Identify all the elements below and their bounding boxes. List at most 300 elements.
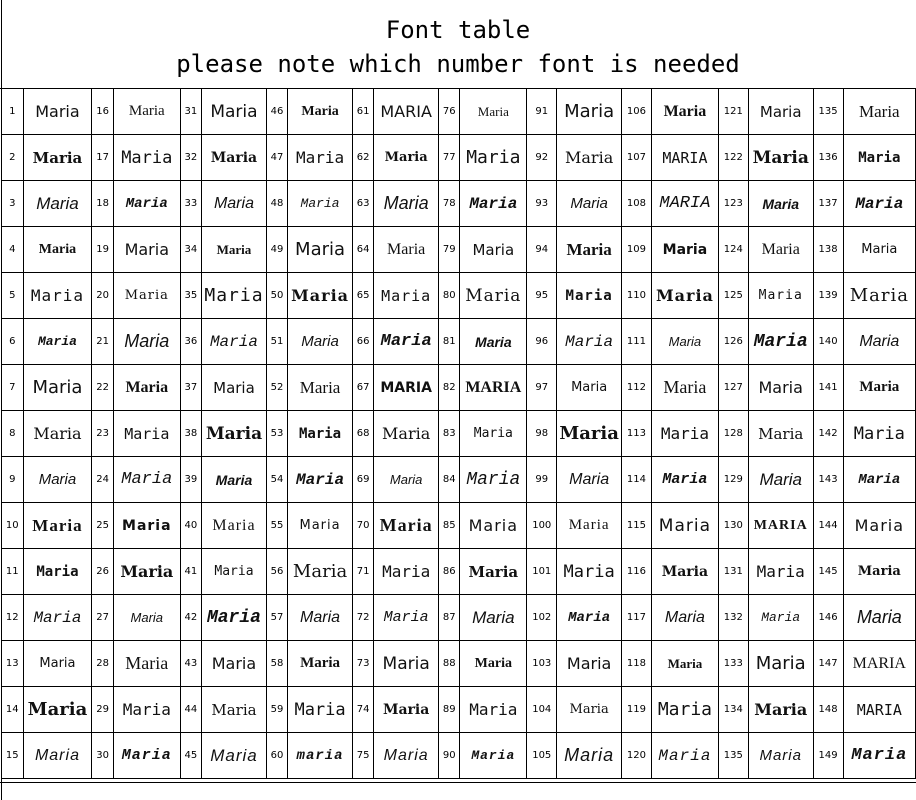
font-number: 27 (92, 595, 114, 641)
page-title: Font table (385, 16, 531, 44)
font-number: 116 (621, 549, 651, 595)
font-number: 35 (180, 273, 202, 319)
font-sample: Maria (557, 549, 622, 595)
font-sample: Maria (460, 733, 527, 779)
font-sample: Maria (202, 181, 267, 227)
font-sample: Maria (652, 503, 719, 549)
title-block (0, 0, 916, 89)
font-sample: Maria (374, 595, 439, 641)
font-number: 147 (813, 641, 843, 687)
font-sample: Maria (748, 641, 813, 687)
font-number: 118 (621, 641, 651, 687)
font-sample: Maria (374, 319, 439, 365)
font-sample: Maria (113, 411, 180, 457)
font-number: 15 (2, 733, 24, 779)
font-number: 105 (527, 733, 557, 779)
font-number: 11 (2, 549, 24, 595)
font-number: 12 (2, 595, 24, 641)
font-number: 29 (92, 687, 114, 733)
font-number: 117 (621, 595, 651, 641)
font-sample: Maria (843, 503, 915, 549)
font-sample: Maria (23, 687, 92, 733)
font-sample: Maria (202, 411, 267, 457)
font-sample: Maria (374, 181, 439, 227)
font-number: 84 (438, 457, 460, 503)
table-row (2, 181, 916, 227)
font-number: 123 (718, 181, 748, 227)
font-sample: Maria (288, 181, 353, 227)
font-sample: Maria (23, 733, 92, 779)
table-row (2, 89, 916, 135)
font-number: 128 (718, 411, 748, 457)
font-sample: Maria (202, 595, 267, 641)
font-number: 141 (813, 365, 843, 411)
font-sample: Maria (460, 503, 527, 549)
font-number: 142 (813, 411, 843, 457)
font-sample: Maria (748, 365, 813, 411)
table-row (2, 687, 916, 733)
font-sample: Maria (748, 687, 813, 733)
font-number: 114 (621, 457, 651, 503)
font-number: 28 (92, 641, 114, 687)
table-row (2, 273, 916, 319)
font-number: 58 (266, 641, 288, 687)
font-sample: Maria (843, 365, 915, 411)
font-sample: MARIA (374, 89, 439, 135)
font-sample: Maria (748, 227, 813, 273)
font-number: 31 (180, 89, 202, 135)
font-sample: Maria (652, 89, 719, 135)
font-number: 34 (180, 227, 202, 273)
font-number: 89 (438, 687, 460, 733)
font-sample: Maria (288, 89, 353, 135)
font-sample: Maria (288, 457, 353, 503)
font-sample: Maria (843, 733, 915, 779)
font-sample: Maria (202, 319, 267, 365)
font-sample: Maria (113, 181, 180, 227)
font-sample: Maria (23, 411, 92, 457)
font-sample: Maria (652, 273, 719, 319)
font-sample: maria (288, 733, 353, 779)
font-sample: Maria (460, 595, 527, 641)
font-number: 139 (813, 273, 843, 319)
font-number: 57 (266, 595, 288, 641)
font-sample: Maria (748, 595, 813, 641)
font-sample: MARIA (843, 641, 915, 687)
font-sample: Maria (288, 227, 353, 273)
font-number: 66 (352, 319, 374, 365)
font-number: 143 (813, 457, 843, 503)
font-number: 98 (527, 411, 557, 457)
font-number: 101 (527, 549, 557, 595)
font-sample: Maria (113, 319, 180, 365)
font-number: 76 (438, 89, 460, 135)
font-number: 14 (2, 687, 24, 733)
font-number: 136 (813, 135, 843, 181)
font-number: 140 (813, 319, 843, 365)
font-table-body (2, 89, 916, 779)
font-number: 106 (621, 89, 651, 135)
font-sample: Maria (460, 687, 527, 733)
font-sample: Maria (288, 641, 353, 687)
font-sample: MARIA (460, 365, 527, 411)
font-number: 82 (438, 365, 460, 411)
font-number: 53 (266, 411, 288, 457)
font-sample: Maria (202, 273, 267, 319)
font-number: 107 (621, 135, 651, 181)
font-sample: Maria (557, 503, 622, 549)
font-sample: Maria (557, 411, 622, 457)
font-number: 125 (718, 273, 748, 319)
font-sample: Maria (23, 319, 92, 365)
font-sample: Maria (460, 457, 527, 503)
font-table (1, 88, 916, 779)
font-number: 23 (92, 411, 114, 457)
font-number: 93 (527, 181, 557, 227)
font-sample: Maria (557, 687, 622, 733)
font-number: 51 (266, 319, 288, 365)
font-sample: Maria (374, 411, 439, 457)
font-sample: Maria (460, 273, 527, 319)
font-number: 33 (180, 181, 202, 227)
font-sample: Maria (557, 595, 622, 641)
font-number: 102 (527, 595, 557, 641)
font-number: 25 (92, 503, 114, 549)
font-number: 115 (621, 503, 651, 549)
font-sample: Maria (202, 135, 267, 181)
font-sample: Maria (202, 365, 267, 411)
font-sample: Maria (652, 319, 719, 365)
font-number: 87 (438, 595, 460, 641)
font-number: 145 (813, 549, 843, 595)
font-sample: Maria (460, 641, 527, 687)
font-sample: Maria (748, 135, 813, 181)
table-row (2, 319, 916, 365)
font-sample: Maria (23, 457, 92, 503)
font-number: 2 (2, 135, 24, 181)
font-number: 44 (180, 687, 202, 733)
font-sample: Maria (652, 411, 719, 457)
font-number: 70 (352, 503, 374, 549)
font-number: 122 (718, 135, 748, 181)
font-number: 80 (438, 273, 460, 319)
font-sample: Maria (23, 181, 92, 227)
font-sample: Maria (843, 457, 915, 503)
font-number: 18 (92, 181, 114, 227)
font-sample: Maria (23, 273, 92, 319)
font-sample: Maria (288, 503, 353, 549)
font-number: 60 (266, 733, 288, 779)
font-sample: Maria (557, 457, 622, 503)
font-number: 6 (2, 319, 24, 365)
font-sample: Maria (374, 733, 439, 779)
font-sample: Maria (460, 89, 527, 135)
table-row (2, 549, 916, 595)
font-sample: Maria (748, 549, 813, 595)
font-number: 137 (813, 181, 843, 227)
table-row (2, 595, 916, 641)
font-sample: Maria (843, 273, 915, 319)
font-sample: Maria (113, 641, 180, 687)
font-number: 20 (92, 273, 114, 319)
font-number: 1 (2, 89, 24, 135)
font-sample: Maria (23, 549, 92, 595)
font-sample: Maria (557, 319, 622, 365)
font-sample: Maria (23, 135, 92, 181)
font-number: 45 (180, 733, 202, 779)
font-number: 148 (813, 687, 843, 733)
font-sample: Maria (288, 549, 353, 595)
font-sample: Maria (843, 549, 915, 595)
font-number: 22 (92, 365, 114, 411)
font-sample: Maria (374, 687, 439, 733)
font-number: 73 (352, 641, 374, 687)
font-sample: Maria (23, 641, 92, 687)
font-sample: Maria (652, 457, 719, 503)
font-number: 99 (527, 457, 557, 503)
font-number: 146 (813, 595, 843, 641)
font-sample: Maria (843, 411, 915, 457)
table-row (2, 503, 916, 549)
font-sample: Maria (843, 181, 915, 227)
font-sample: Maria (374, 227, 439, 273)
font-number: 67 (352, 365, 374, 411)
font-number: 94 (527, 227, 557, 273)
font-number: 46 (266, 89, 288, 135)
font-number: 124 (718, 227, 748, 273)
font-sample: Maria (557, 641, 622, 687)
font-sample: Maria (113, 503, 180, 549)
table-row (2, 135, 916, 181)
font-number: 63 (352, 181, 374, 227)
font-number: 74 (352, 687, 374, 733)
font-sample: Maria (460, 227, 527, 273)
font-number: 78 (438, 181, 460, 227)
font-number: 41 (180, 549, 202, 595)
font-number: 135 (718, 733, 748, 779)
font-number: 17 (92, 135, 114, 181)
font-sample: Maria (460, 411, 527, 457)
font-sample: Maria (652, 641, 719, 687)
font-number: 71 (352, 549, 374, 595)
font-sample: MARIA (652, 135, 719, 181)
font-sample: Maria (113, 135, 180, 181)
font-number: 52 (266, 365, 288, 411)
font-sample: Maria (374, 503, 439, 549)
font-number: 13 (2, 641, 24, 687)
table-row (2, 365, 916, 411)
font-sample: Maria (202, 733, 267, 779)
font-sample: Maria (113, 227, 180, 273)
font-sample: MARIA (843, 687, 915, 733)
font-sample: Maria (557, 733, 622, 779)
font-number: 56 (266, 549, 288, 595)
font-sample: Maria (652, 687, 719, 733)
font-sample: Maria (843, 227, 915, 273)
font-number: 38 (180, 411, 202, 457)
font-number: 62 (352, 135, 374, 181)
font-number: 90 (438, 733, 460, 779)
font-number: 96 (527, 319, 557, 365)
font-sample: Maria (288, 687, 353, 733)
font-sample: Maria (23, 89, 92, 135)
font-number: 59 (266, 687, 288, 733)
font-number: 86 (438, 549, 460, 595)
font-sample: Maria (202, 687, 267, 733)
table-row (2, 733, 916, 779)
font-number: 119 (621, 687, 651, 733)
font-number: 134 (718, 687, 748, 733)
font-sample: Maria (113, 89, 180, 135)
font-number: 108 (621, 181, 651, 227)
font-number: 112 (621, 365, 651, 411)
font-number: 132 (718, 595, 748, 641)
font-sample: Maria (652, 549, 719, 595)
font-number: 24 (92, 457, 114, 503)
font-number: 85 (438, 503, 460, 549)
font-sample: Maria (748, 411, 813, 457)
font-sample: Maria (113, 733, 180, 779)
font-sample: Maria (202, 227, 267, 273)
font-sample: Maria (557, 227, 622, 273)
font-number: 129 (718, 457, 748, 503)
font-number: 104 (527, 687, 557, 733)
font-number: 30 (92, 733, 114, 779)
font-sample: Maria (288, 595, 353, 641)
font-sample: Maria (652, 365, 719, 411)
font-sample: Maria (374, 273, 439, 319)
font-number: 120 (621, 733, 651, 779)
font-sample: Maria (288, 273, 353, 319)
font-number: 9 (2, 457, 24, 503)
font-sample: Maria (288, 365, 353, 411)
font-sample: Maria (202, 89, 267, 135)
font-number: 8 (2, 411, 24, 457)
font-number: 83 (438, 411, 460, 457)
font-number: 113 (621, 411, 651, 457)
font-number: 95 (527, 273, 557, 319)
font-sample: Maria (113, 549, 180, 595)
font-sample: Maria (202, 549, 267, 595)
font-number: 133 (718, 641, 748, 687)
font-sample: Maria (23, 595, 92, 641)
font-sample: Maria (843, 595, 915, 641)
font-sample: Maria (843, 135, 915, 181)
font-sample: Maria (557, 89, 622, 135)
font-number: 65 (352, 273, 374, 319)
font-sample: Maria (113, 365, 180, 411)
font-sample: Maria (557, 135, 622, 181)
font-number: 39 (180, 457, 202, 503)
font-number: 103 (527, 641, 557, 687)
font-sample: Maria (748, 733, 813, 779)
font-sample: Maria (652, 595, 719, 641)
font-sample: Maria (460, 319, 527, 365)
font-number: 109 (621, 227, 651, 273)
font-sample: MARIA (374, 365, 439, 411)
font-sample: Maria (652, 733, 719, 779)
font-number: 77 (438, 135, 460, 181)
font-sample: MARIA (748, 503, 813, 549)
font-number: 81 (438, 319, 460, 365)
font-number: 131 (718, 549, 748, 595)
font-sample: Maria (460, 549, 527, 595)
font-number: 49 (266, 227, 288, 273)
font-number: 75 (352, 733, 374, 779)
font-number: 3 (2, 181, 24, 227)
font-sample: Maria (288, 411, 353, 457)
font-number: 149 (813, 733, 843, 779)
font-sample: Maria (748, 457, 813, 503)
font-number: 110 (621, 273, 651, 319)
font-sample: Maria (748, 273, 813, 319)
font-sample: Maria (374, 641, 439, 687)
font-sample: Maria (652, 227, 719, 273)
font-number: 72 (352, 595, 374, 641)
page-subtitle: please note which number font is needed (176, 50, 740, 78)
font-number: 37 (180, 365, 202, 411)
font-sample: Maria (113, 595, 180, 641)
font-sample: Maria (460, 181, 527, 227)
font-sample: Maria (23, 227, 92, 273)
font-number: 79 (438, 227, 460, 273)
font-number: 10 (2, 503, 24, 549)
font-sample: Maria (557, 273, 622, 319)
table-row (2, 227, 916, 273)
font-number: 21 (92, 319, 114, 365)
font-sample: Maria (374, 457, 439, 503)
font-number: 97 (527, 365, 557, 411)
font-sample: Maria (202, 641, 267, 687)
font-number: 144 (813, 503, 843, 549)
font-sample: Maria (374, 135, 439, 181)
font-sample: Maria (23, 365, 92, 411)
font-number: 135 (813, 89, 843, 135)
font-sample: Maria (748, 319, 813, 365)
font-number: 111 (621, 319, 651, 365)
font-number: 40 (180, 503, 202, 549)
font-number: 69 (352, 457, 374, 503)
font-sample: Maria (113, 273, 180, 319)
font-number: 26 (92, 549, 114, 595)
font-number: 47 (266, 135, 288, 181)
font-sample: Maria (113, 687, 180, 733)
font-number: 126 (718, 319, 748, 365)
font-number: 121 (718, 89, 748, 135)
font-sample: Maria (748, 181, 813, 227)
font-sample: Maria (557, 365, 622, 411)
font-number: 32 (180, 135, 202, 181)
font-sample: Maria (460, 135, 527, 181)
font-sample: Maria (23, 503, 92, 549)
font-number: 64 (352, 227, 374, 273)
font-sample: MARIA (652, 181, 719, 227)
font-number: 127 (718, 365, 748, 411)
font-sample: Maria (202, 503, 267, 549)
font-sample: Maria (374, 549, 439, 595)
bottom-border (0, 782, 916, 783)
font-sample: Maria (288, 135, 353, 181)
font-sample: Maria (288, 319, 353, 365)
font-number: 55 (266, 503, 288, 549)
font-number: 91 (527, 89, 557, 135)
font-number: 16 (92, 89, 114, 135)
font-sample: Maria (202, 457, 267, 503)
font-number: 138 (813, 227, 843, 273)
font-number: 19 (92, 227, 114, 273)
table-row (2, 457, 916, 503)
font-number: 5 (2, 273, 24, 319)
